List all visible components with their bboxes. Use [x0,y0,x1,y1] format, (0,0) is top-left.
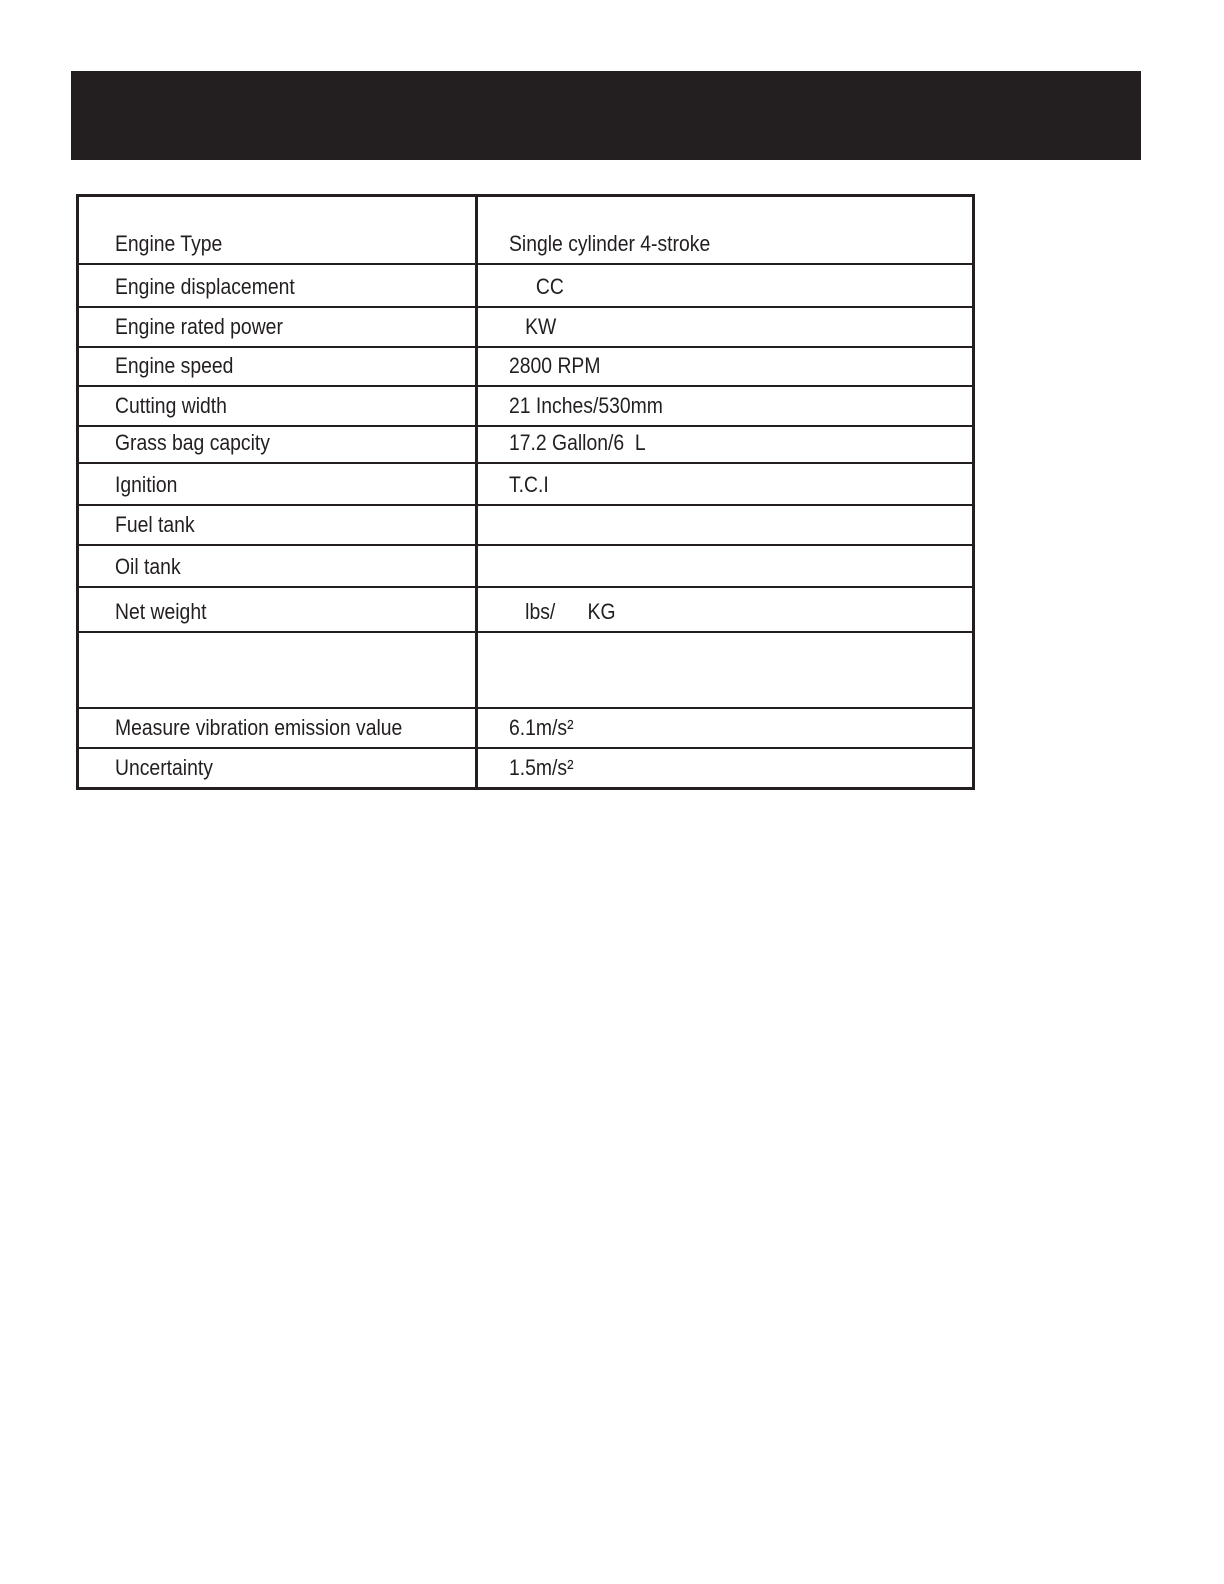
spec-label: Ignition [78,463,477,505]
spec-label: Engine displacement [78,264,477,307]
spec-value [477,505,974,545]
spec-value: KW [477,307,974,347]
header-bar [71,71,1141,160]
specifications-table [76,194,975,790]
spec-label: Engine rated power [78,307,477,347]
spec-value: 21 Inches/530mm [477,386,974,426]
spec-label: Engine Type [78,196,477,264]
table-row [78,386,974,426]
table-row [78,347,974,386]
table-row [78,545,974,587]
table-row [78,463,974,505]
table-row [78,632,974,708]
spec-label: Measure vibration emission value [78,708,477,748]
spec-label: Fuel tank [78,505,477,545]
spec-value: 17.2 Gallon/6 L [477,426,974,463]
spec-label: Cutting width [78,386,477,426]
table-row [78,196,974,264]
spec-value: Single cylinder 4-stroke [509,230,711,256]
table-row [78,264,974,307]
spec-label [78,632,477,708]
spec-value: CC [477,264,974,307]
spec-value [477,632,974,708]
spec-value [477,545,974,587]
spec-value: lbs/ KG [477,587,974,632]
table-row [78,748,974,789]
spec-value: 2800 RPM [477,347,974,386]
spec-label: Engine speed [78,347,477,386]
spec-label: Uncertainty [78,748,477,789]
table-row [78,505,974,545]
spec-label: Net weight [78,587,477,632]
table-row [78,587,974,632]
spec-value: 1.5m/s² [477,748,974,789]
spec-value: 6.1m/s² [477,708,974,748]
table-row [78,307,974,347]
table-row [78,708,974,748]
spec-value: T.C.I [477,463,974,505]
spec-label: Oil tank [78,545,477,587]
spec-label: Grass bag capcity [78,426,477,463]
table-row [78,426,974,463]
